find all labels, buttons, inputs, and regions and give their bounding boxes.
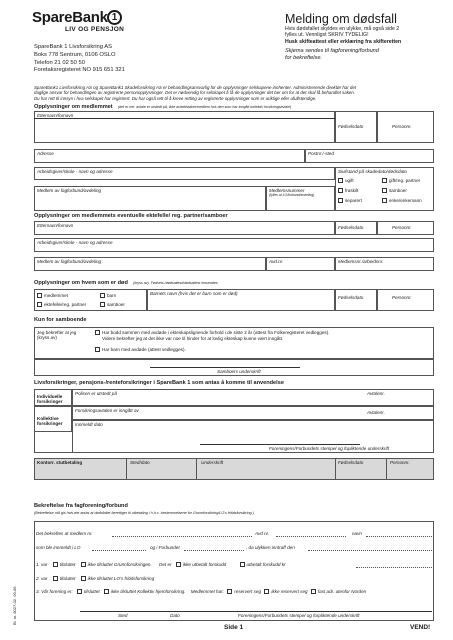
name-label: navn: [352, 531, 362, 536]
insurer-address: [34, 44, 125, 75]
cohabit-option-2[interactable]: Har barn med avdøde (attest vedlegges).: [95, 347, 186, 352]
member-personnr-field[interactable]: Personnr.: [377, 111, 434, 143]
section-union-confirm-title: Bekreftelse fra fagforening/forbund: [34, 503, 128, 509]
individual-label: Individuelle forsikringer: [34, 389, 72, 406]
memberno-input[interactable]: [112, 536, 252, 537]
address-line: Telefon 21 02 50 50: [34, 59, 85, 66]
date-label: Dato: [170, 613, 180, 618]
member-number-field[interactable]: Medlemsnummer (fylles ut LO/forbund/avdeling): [266, 186, 335, 211]
brand-name: SpareBank: [32, 9, 108, 26]
header-note: fylles ut. Vennligst SKRIV TYDELIG!: [285, 32, 369, 39]
spouse-memno-field[interactable]: Medlemsnr./arbeidsnr.: [335, 257, 434, 271]
member-postal-field[interactable]: Postnr./-sted: [305, 149, 434, 163]
civil-samboer[interactable]: samboer: [382, 188, 407, 193]
child-name-field[interactable]: Barnets navn (hvis det er barn som er død): [147, 289, 335, 311]
brand-one-icon: 1: [107, 10, 122, 25]
privacy-line: daglige ansvar for behandlingen av registrerte personopplysninger. Det er nødvendig for selskapet å få de opplysninger det ber om for at det skal få behandlet saken.: [34, 90, 356, 96]
cb-advance[interactable]: utbetalt forskudd kr: [240, 562, 286, 567]
cb-leisure-no[interactable]: ikke tilsluttet LO's fritidsforsikring: [81, 576, 154, 581]
place-label: Sted: [118, 613, 128, 618]
section-member-title: Opplysninger om medlemmet (det er net. avtale er utstedt på, ikke arbeidstaker/medlem hos den som har inngått kollektiv forsikringsavtale): [34, 104, 292, 110]
union-confirm-note: (Bekreftelse må gis hvis det antas at dødsfallet berettiger til utbetaling i h.h.c. bestemmelsene for Grunnforsikring/LO's fritidsforsikring.): [34, 511, 254, 515]
enrolled-date-field[interactable]: Innmeldt dato Foreningens/Forbundets stempel og fopliktende underskrift: [72, 420, 434, 453]
confirm-line-2-label: som ble innmeldt i LO: [36, 545, 81, 550]
spouse-personnr-field[interactable]: Personnr.: [377, 221, 434, 235]
cb-no-advance[interactable]: ikke utbetalt forskudd: [176, 562, 226, 567]
page-number: Side 1: [224, 624, 244, 631]
address-line: Foretaksregisteret NO 915 651 321: [34, 67, 125, 74]
cohabitant-box: Jeg bekrefter at jeg (kryss av) Har bodd sammen med avdøde i ekteskapslignende forhold i de siste 2 år (attest fra Folkeregisteret vedlegges). Videre bekrefter jeg at det ikke var noe til hinder for at lovlig ekteskap kunne vært inngått. Har barn med avdøde (attest vedlegges).: [34, 327, 434, 359]
spouse-employer-field[interactable]: Arbeidsgiver/skole - navn og adresse: [34, 238, 434, 252]
deceased-child[interactable]: barn: [100, 293, 116, 298]
civil-status-group: Sivilstand på skadedato/dødsdato ugift gift/reg. partner fraskilt samboer separert enke/enkemann: [335, 167, 434, 211]
form-header: [285, 12, 435, 62]
spouse-union-field[interactable]: Medlem av fagforbund/avdeling: [34, 257, 266, 271]
spouse-dept-field[interactable]: Avd.nr.: [266, 257, 335, 271]
address-line: Boks 778 Sentrum, 0106 OSLO: [34, 51, 116, 58]
deceased-birthdate-field[interactable]: Fødselsdato: [335, 289, 377, 311]
header-note: for bekreftelse.: [285, 55, 322, 62]
cb-home-yes[interactable]: tilsluttet: [77, 589, 100, 594]
header-note: Hvis dødsfallet skyldes en ulykke, må også side 2: [285, 26, 400, 32]
accident-date-input[interactable]: [308, 550, 432, 551]
collective-label: Kollektive forsikringer: [34, 406, 72, 432]
confirm-line-4: 2. var tilsluttet ikke tilsluttet LO's fritidsforsikring: [36, 576, 155, 581]
logo: [32, 10, 132, 36]
spouse-name-field[interactable]: Etternavn/fornavn: [34, 221, 335, 235]
signature-line: [200, 444, 360, 445]
deceased-personnr-field[interactable]: Personnr.: [377, 289, 434, 311]
divider: [34, 118, 335, 119]
union-signature-line: [80, 611, 432, 612]
payout-divider: [386, 458, 387, 480]
section-insurance-title: Livsforsikringer, pensjons-/renteforsikringer i SpareBank 1 som antas å komme til anvendelse: [34, 380, 284, 386]
cb-abroad[interactable]: fast adr. utenfor Norden: [311, 589, 366, 594]
brand-subtitle: LIV OG PENSJON: [65, 26, 125, 33]
privacy-text: [34, 85, 434, 101]
payout-divider: [126, 458, 127, 480]
section-cohabitant-title: Kun for samboende: [34, 317, 87, 323]
confirm-line-1: Det bekreftes at medlem nr.: [36, 531, 93, 536]
form-code: Bl. nr. 8027-02. 09-06.: [12, 585, 17, 625]
cohabit-option-1[interactable]: Har bodd sammen med avdøde i ekteskapslignende forhold i de siste 2 år (attest fra Folkeregisteret vedlegges).: [95, 330, 330, 335]
address-line: SpareBank 1 Livsforsikring AS: [34, 44, 112, 50]
civil-ugift[interactable]: ugift: [338, 178, 354, 183]
civil-gift[interactable]: gift/reg. partner: [382, 178, 420, 183]
cb-not-reserved[interactable]: ikke reservert seg: [264, 589, 307, 594]
member-name-field[interactable]: Etternavn/fornavn: [34, 111, 335, 143]
cb-leisure-yes[interactable]: tilsluttet: [53, 576, 76, 581]
header-note: Skjema sendes til fagforening/forbund: [285, 48, 379, 55]
policy-issued-field[interactable]: Polisen er utstedt på Avtalenr.: [72, 389, 434, 406]
lo-date-input[interactable]: [92, 550, 146, 551]
cb-home-no[interactable]: ikke tilsluttet Kollektiv hjemforsikring.: [104, 589, 186, 594]
dept-label: Avd nr.: [255, 531, 270, 536]
cb-reserved[interactable]: reservert seg: [227, 589, 261, 594]
section-deceased-title: Opplysninger om hvem som er død (kryss av). Fødsels-/dødsattest/dødsattest innsendes: [34, 280, 218, 286]
dept-input[interactable]: [276, 536, 346, 537]
deceased-type-group: [34, 289, 147, 311]
header-note: Husk skifteattest eller erklæring fra skifteretten: [285, 39, 402, 46]
privacy-line: SpareBank1 Livsforsikring AS og SpareBank1 Skadeforsikring AS er behandlingsansvarlig for de opplysninger selskapene innhenter. Administrerende direktør har det: [34, 85, 356, 90]
advance-amount-input[interactable]: [356, 567, 432, 568]
civil-fraskilt[interactable]: fraskilt: [338, 188, 358, 193]
member-union-field[interactable]: Medlem av fagforbund/avdeling: [34, 186, 266, 211]
confirm-line-3: 1. var tilsluttet ikke tilsluttet Grunnforsikringen. Det er ikke utbetalt forskudd utbetalt forskudd kr: [36, 562, 286, 567]
confirm-line-5: 3. Vår forening er: tilsluttet ikke tilsluttet Kollektiv hjemforsikring. Medlemmet har: reservert seg ikke reservert seg fast adr. utenfor Norden: [36, 589, 367, 594]
name-input[interactable]: [366, 536, 432, 537]
civil-enke[interactable]: enke/enkemann: [382, 198, 422, 203]
section-spouse-title: Opplysninger om medlemmets eventuelle ektefelle/ reg. partner/samboer: [34, 213, 228, 219]
member-employer-field[interactable]: Arbeidsgiver/skole - navn og adresse: [34, 167, 335, 180]
payout-row: Kontorr. stutbetaling Sted/dato Underskrift Fødselsdato Personnr.: [34, 458, 434, 480]
spouse-birthdate-field[interactable]: Fødselsdato: [335, 221, 377, 235]
collective-agreement-field[interactable]: Forsikringsavtalen er inngått av Avtalenr.: [72, 406, 434, 420]
page-title: Melding om dødsfall: [285, 12, 397, 26]
payout-divider: [196, 458, 197, 480]
cb-grunn-no[interactable]: ikke tilsluttet Grunnforsikringen.: [81, 562, 152, 567]
union-signature-label: Foreningens/Forbundets stempel og forpliktende underskrift: [238, 613, 360, 618]
union-date-label: og i Forbundet: [150, 545, 180, 550]
privacy-line: Du har rett til innsyn i hva selskapet har registrert. Du har også rett til å kreve retting av registrerte opplysninger som er uriktige eller ufullstendige.: [34, 95, 317, 101]
deceased-cohabitant[interactable]: samboer: [100, 302, 125, 307]
signature-line: [150, 367, 300, 368]
union-date-input[interactable]: [184, 550, 244, 551]
civil-separert[interactable]: separert: [338, 198, 362, 203]
cohabitant-signature-field[interactable]: Samboers underskrift: [34, 359, 434, 376]
member-address-field[interactable]: Adresse: [34, 149, 305, 163]
deceased-spouse[interactable]: ektefelle/reg. partner: [37, 302, 86, 307]
cb-grunn-yes[interactable]: tilsluttet: [53, 562, 76, 567]
payout-divider: [335, 458, 336, 480]
member-birthdate-field[interactable]: Fødselsdato: [335, 111, 377, 143]
deceased-member[interactable]: medlemmet: [37, 293, 68, 298]
accident-date-label: , da ulykken inntraff den: [246, 545, 295, 550]
turn-over-note: VEND!: [410, 624, 431, 631]
